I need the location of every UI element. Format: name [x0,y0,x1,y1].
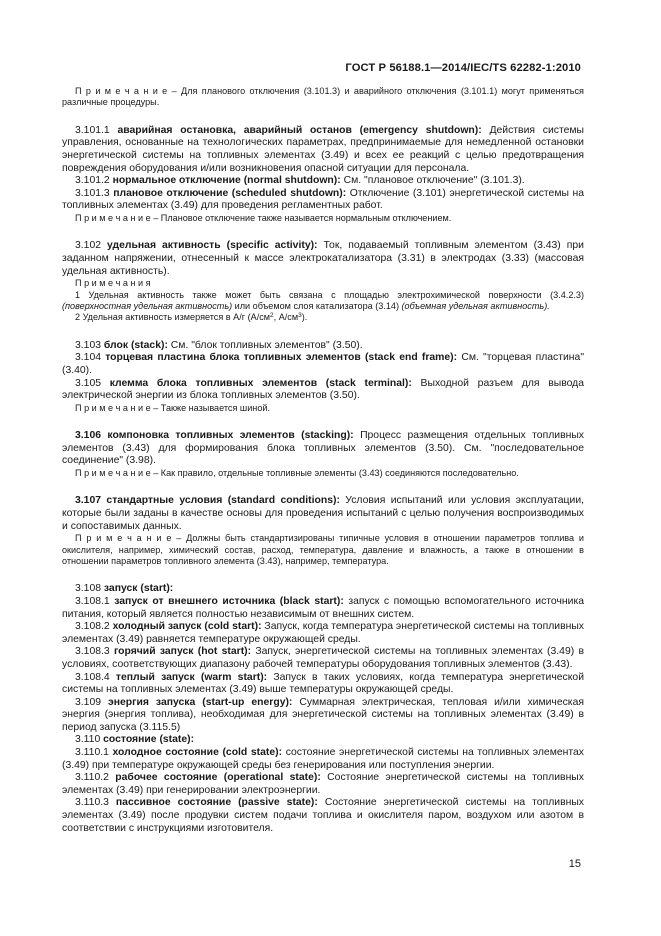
term-title: холодный запуск (cold start): [112,621,262,633]
note: П р и м е ч а н и е – Плановое отключение также называется нормальным отключением. [75,212,452,223]
note-label: П р и м е ч а н и е [75,86,168,96]
term-title: запуск от внешнего источника (black start): [114,595,344,607]
term-entry: 3.108.4 теплый запуск (warm start): Запуск в таких условиях, когда температура энергетической системы на топливных элементах (3.49) выше температуры окружающей среды. [62,671,584,696]
term-entry: 3.105 клемма блока топливных элементов (stack terminal): Выходной разъем для вывода электрической энергии из блока топливных элементов (3.50). [62,377,584,402]
notes-label: П р и м е ч а н и я [75,278,151,289]
term-entry: 3.109 энергия запуска (start-up energy): Суммарная электрическая, тепловая и/или химическая энергия (энергия топлива), необходимая для энергетической системы на топливных элементах (3.49) в период запуска (3.115.5) [62,696,584,733]
term-title: блок (stack): [103,339,168,351]
term-entry: 3.102 удельная активность (specific activity): Ток, подаваемый топливным элементом (3.43) при заданном напряжении, отнесенный к массе электрокатализатора (3.31) в электродах (3.33) (массовая удельная активность). [62,240,584,277]
term-title: энергия запуска (start-up energy): [108,696,293,708]
term-title: нормальное отключение (normal shutdown): [112,175,341,187]
term-entry: 3.101.3 плановое отключение (scheduled shutdown): Отключение (3.101) энергетической системы на топливных элементах (3.49) для проведения регламентных работ. [62,187,584,212]
note: П р и м е ч а н и е – Должны быть стандартизированы типичные условия в отношении параметров топлива и окислителя, например, химический состав, расход, температура, давление и влажность, а также в отношении в отношении параметров топливного элемента (3.43), например, температура. [62,533,584,566]
term-title: пассивное состояние (passive state): [115,797,318,809]
note: П р и м е ч а н и е – Как правило, отдельные топливные элементы (3.43) соединяются последовательно. [75,467,519,478]
note-item: 2 Удельная активность измеряется в А/г ($А/см^2$, $А/см^3$). [75,312,308,323]
term-title: горячий запуск (hot start): [113,646,252,658]
term-entry: 3.110.2 рабочее состояние (operational state): Состояние энергетической системы на топливных элементах (3.49) при генерировании электроэнергии. [62,772,584,796]
term-entry: 3.103 блок (stack): См. "блок топливных элементов" (3.50). [75,339,363,351]
term-entry: 3.101.2 нормальное отключение (normal shutdown): См. "плановое отключение" (3.101.3). [75,175,525,187]
term-entry: 3.108.2 холодный запуск (cold start): Запуск, когда температура энергетической системы на топливных элементах (3.49) равняется температуре окружающей среды. [62,621,584,645]
term-entry: 3.108.1 запуск от внешнего источника (black start): запуск с помощью вспомогательного источника питания, который является полностью независимым от внешних систем. [62,595,584,620]
term-title: стандартные условия (standard conditions): [106,495,340,507]
term-entry: 3.106 компоновка топливных элементов (stacking): Процесс размещения отдельных топливных элементов (3.43) для формирования блока топливных элементов (3.50). См. "последовательное соединение" (3.98). [62,430,585,467]
term-title: состояние (state): [103,734,195,746]
term-entry: 3.110.1 холодное состояние (cold state): состояние энергетической системы на топливных элементах (3.49) при температуре окружающей среды без генерирования или поступления энергии. [62,747,584,771]
term-entry: 3.108 запуск (start): [75,583,174,595]
note [62,86,584,109]
term-title: удельная активность (specific activity): [107,240,318,252]
term-title: аварийная остановка, аварийный останов (emergency shutdown): [117,124,482,136]
term-title: рабочее состояние (operational state): [115,772,321,784]
term-title: холодное состояние (cold state): [112,747,283,759]
term-entry: 3.101.1 аварийная остановка, аварийный останов (emergency shutdown): Действия системы управления, основанные на технологических параметрах, предпринимаемые для немедленной остановки энергетической системы на топливных элементах (3.49) и всех ее реакций с целью предотвращения повреждения оборудования и/или возникновения опасной ситуации для персонала. [62,124,584,174]
term-title: торцевая пластина блока топливных элементов (stack end frame): [105,352,458,364]
term-entry: 3.107 стандартные условия (standard conditions): Условия испытаний или условия эксплуатации, которые были заданы в качестве основы для проведения испытаний с целью получения воспроизводимых и сопоставимых данных. [62,495,585,532]
term-title: плановое отключение (scheduled shutdown): [113,187,347,199]
term-title: теплый запуск (warm start): [115,671,268,683]
document-header: ГОСТ Р 56188.1—2014/IEC/TS 62282-1:2010 [345,62,581,74]
term-entry: 3.110.3 пассивное состояние (passive state): Состояние энергетической системы на топливных элементах (3.49) после продувки систем подачи топлива и окислителя паром, воздухом или азотом в соответствии с инструкциями изготовителя. [62,797,584,834]
page-number: 15 [568,858,581,870]
note: П р и м е ч а н и е – Также называется шиной. [75,402,270,413]
term-entry: 3.110 состояние (state): [75,734,195,746]
term-entry: 3.104 торцевая пластина блока топливных элементов (stack end frame): См. "торцевая пластина" (3.40). [62,352,585,376]
term-title: компоновка топливных элементов (stacking): [107,430,354,442]
term-title: запуск (start): [103,583,174,595]
note-text: – Для планового отключения (3.101.3) и аварийного отключения (3.101.1) могут применяться различные процедуры. [62,86,584,108]
term-entry: 3.108.3 горячий запуск (hot start): Запуск, энергетической системы на топливных элементах (3.49) в условиях, соответствующих диапазону рабочей температуры оборудования топливных элементов (3.43). [62,646,584,670]
term-title: клемма блока топливных элементов (stack terminal): [109,377,412,389]
note-item: 1 Удельная активность также может быть связана с площадью электрохимической поверхности (3.4.2.3) (поверхностная удельная активность) или объемом слоя катализатора (3.14) (объемная удельная активность). [62,289,584,311]
document-body [62,86,584,835]
